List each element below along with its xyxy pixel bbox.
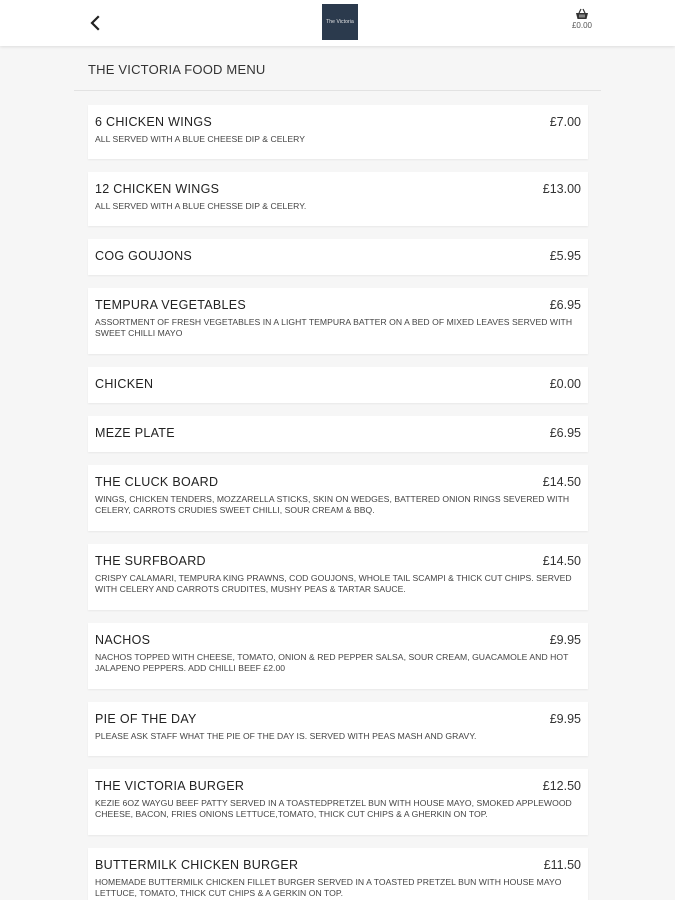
menu-item-description: KEZIE 6OZ WAYGU BEEF PATTY SERVED IN A TOASTEDPRETZEL BUN WITH HOUSE MAYO, SMOKED APPLEWOOD CHEESE, BACON, FRIES ONIONS LETTUCE,TOMATO, THICK CUT CHIPS & A GHERKIN ON TOP. bbox=[95, 798, 572, 819]
basket-button[interactable] bbox=[566, 8, 598, 38]
menu-item-card[interactable] bbox=[88, 544, 588, 610]
menu-item-description: CRISPY CALAMARI, TEMPURA KING PRAWNS, COD GOUJONS, WHOLE TAIL SCAMPI & THICK CUT CHIPS. SERVED WITH CELERY AND CARROTS CRUDITES, MUSHY PEAS & TARTAR SAUCE. bbox=[95, 573, 572, 594]
menu-item-name: 6 CHICKEN WINGS bbox=[95, 115, 213, 129]
menu-item-card[interactable] bbox=[88, 702, 588, 756]
menu-item-card[interactable] bbox=[88, 465, 588, 531]
page-title: THE VICTORIA FOOD MENU bbox=[88, 62, 266, 77]
menu-item-card[interactable] bbox=[88, 239, 588, 275]
menu-item-description: ALL SERVED WITH A BLUE CHEESE DIP & CELERY bbox=[95, 134, 306, 144]
menu-item-name: BUTTERMILK CHICKEN BURGER bbox=[95, 858, 299, 872]
menu-item-card[interactable] bbox=[88, 367, 588, 403]
logo-text: The Victoria bbox=[326, 19, 354, 25]
back-button[interactable] bbox=[84, 12, 106, 34]
menu-item-description: ALL SERVED WITH A BLUE CHESSE DIP & CELERY. bbox=[95, 201, 307, 211]
menu-item-price: £6.95 bbox=[549, 298, 581, 312]
menu-item-name: PIE OF THE DAY bbox=[95, 712, 197, 726]
basket-icon bbox=[575, 8, 589, 20]
divider bbox=[74, 90, 601, 91]
menu-item-card[interactable] bbox=[88, 623, 588, 689]
menu-item-name: COG GOUJONS bbox=[95, 249, 193, 263]
menu-item-price: £0.00 bbox=[549, 377, 581, 391]
menu-item-card[interactable] bbox=[88, 769, 588, 835]
chevron-left-icon bbox=[89, 15, 101, 31]
menu-item-name: THE CLUCK BOARD bbox=[95, 475, 219, 489]
menu-item-price: £9.95 bbox=[549, 633, 581, 647]
menu-item-price: £14.50 bbox=[542, 554, 581, 568]
menu-item-price: £13.00 bbox=[542, 182, 581, 196]
menu-item-name: TEMPURA VEGETABLES bbox=[95, 298, 247, 312]
menu-item-name: 12 CHICKEN WINGS bbox=[95, 182, 220, 196]
menu-item-card[interactable] bbox=[88, 105, 588, 159]
menu-item-price: £11.50 bbox=[543, 858, 581, 872]
menu-item-description: PLEASE ASK STAFF WHAT THE PIE OF THE DAY IS. SERVED WITH PEAS MASH AND GRAVY. bbox=[95, 731, 477, 741]
venue-logo[interactable] bbox=[322, 4, 358, 40]
menu-item-description: WINGS, CHICKEN TENDERS, MOZZARELLA STICKS, SKIN ON WEDGES, BATTERED ONION RINGS SEVERED WITH CELERY, CARROTS CRUDIES SWEET CHILLI, SOUR CREAM & BBQ. bbox=[95, 494, 570, 515]
menu-item-name: THE VICTORIA BURGER bbox=[95, 779, 245, 793]
menu-item-card[interactable] bbox=[88, 172, 588, 226]
menu-item-name: CHICKEN bbox=[95, 377, 154, 391]
menu-item-price: £14.50 bbox=[542, 475, 581, 489]
menu-item-price: £7.00 bbox=[549, 115, 581, 129]
menu-item-name: NACHOS bbox=[95, 633, 151, 647]
menu-item-name: MEZE PLATE bbox=[95, 426, 175, 440]
menu-item-card[interactable] bbox=[88, 288, 588, 354]
menu-item-price: £6.95 bbox=[549, 426, 581, 440]
app-header bbox=[0, 0, 675, 46]
menu-item-name: THE SURFBOARD bbox=[95, 554, 206, 568]
menu-item-description: NACHOS TOPPED WITH CHEESE, TOMATO, ONION & RED PEPPER SALSA, SOUR CREAM, GUACAMOLE AND HOT JALAPENO PEPPERS. ADD CHILLI BEEF £2.00 bbox=[95, 652, 569, 673]
menu-item-description: HOMEMADE BUTTERMILK CHICKEN FILLET BURGER SERVED IN A TOASTED PRETZEL BUN WITH HOUSE MAYO LETTUCE, TOMATO, THICK CUT CHIPS & A GERKIN ON TOP. bbox=[95, 877, 562, 898]
menu-item-card[interactable] bbox=[88, 416, 588, 452]
menu-item-card[interactable] bbox=[88, 848, 588, 900]
menu-item-price: £5.95 bbox=[549, 249, 581, 263]
menu-item-description: ASSORTMENT OF FRESH VEGETABLES IN A LIGHT TEMPURA BATTER ON A BED OF MIXED LEAVES SERVED WITH SWEET CHILLI MAYO bbox=[95, 317, 573, 338]
menu-item-price: £9.95 bbox=[549, 712, 581, 726]
basket-total: £0.00 bbox=[571, 21, 593, 30]
menu-item-price: £12.50 bbox=[542, 779, 581, 793]
